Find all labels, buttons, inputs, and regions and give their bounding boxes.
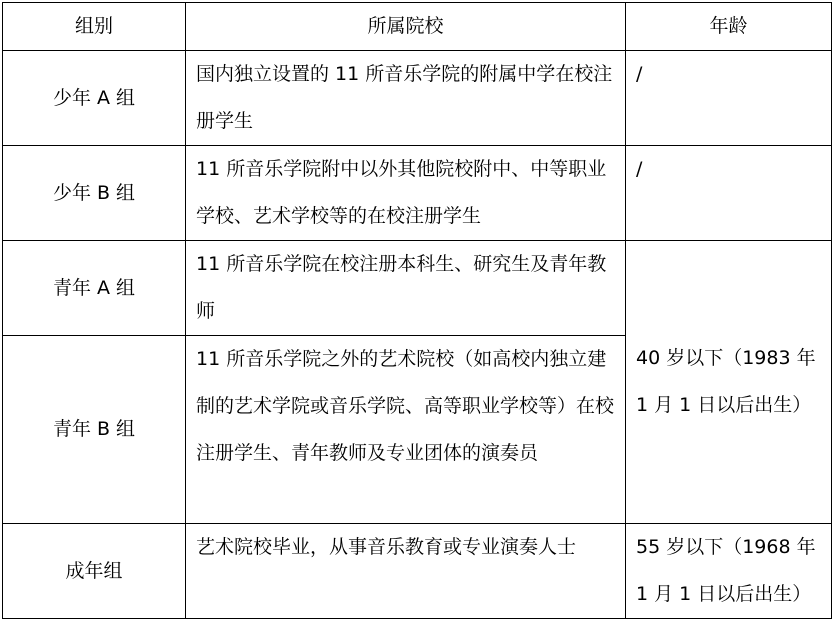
- age-cell: 40 岁以下（1983 年 1 月 1 日以后出生）: [626, 241, 832, 524]
- school-cell: 艺术院校毕业，从事音乐教育或专业演奏人士: [186, 524, 626, 619]
- competition-group-table: [2, 2, 832, 619]
- header-group: 组别: [3, 3, 186, 51]
- age-cell: /: [626, 146, 832, 241]
- school-cell: 11 所音乐学院在校注册本科生、研究生及青年教师: [186, 241, 626, 336]
- table-row: [3, 241, 832, 336]
- table-row: [3, 524, 832, 619]
- school-cell: 11 所音乐学院附中以外其他院校附中、中等职业学校、艺术学校等的在校注册学生: [186, 146, 626, 241]
- table-row: [3, 146, 832, 241]
- group-cell: 青年 B 组: [3, 336, 186, 524]
- group-cell: 青年 A 组: [3, 241, 186, 336]
- group-cell: 少年 B 组: [3, 146, 186, 241]
- table-row: [3, 51, 832, 146]
- age-cell: /: [626, 51, 832, 146]
- group-cell: 成年组: [3, 524, 186, 619]
- header-school: 所属院校: [186, 3, 626, 51]
- group-cell: 少年 A 组: [3, 51, 186, 146]
- age-cell: 55 岁以下（1968 年 1 月 1 日以后出生）: [626, 524, 832, 619]
- header-age: 年龄: [626, 3, 832, 51]
- header-row: [3, 3, 832, 51]
- school-cell: 国内独立设置的 11 所音乐学院的附属中学在校注册学生: [186, 51, 626, 146]
- school-cell: 11 所音乐学院之外的艺术院校（如高校内独立建制的艺术学院或音乐学院、高等职业学校等）在校注册学生、青年教师及专业团体的演奏员: [186, 336, 626, 524]
